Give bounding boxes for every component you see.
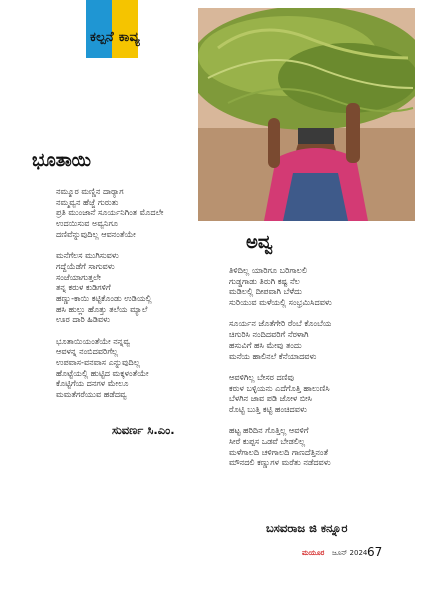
poem2-line: ಆವಳಿಗಿಲ್ಲ ಬೇಸರ ದಣಿವು — [229, 371, 295, 382]
poem2-line: ಮಡಿಲಲ್ಲಿ ದೀಪವಾಗಿ ಬೆಳೆದು — [229, 286, 302, 297]
poem1-line: ಮಮತೆಗರೆಯುವ ಹಡೆದವ್ವ — [56, 389, 127, 400]
poem2-line: ಗುಡ್ಡಗಾಡು ತಿರುಗಿ ಕಷ್ಟ ನೆಲ — [229, 275, 300, 286]
section-title: ಕಲ್ಪನೆ ಕಾವ್ಯ — [90, 30, 140, 45]
stanza-gap — [229, 308, 409, 319]
poem2-line: ಮಳೆಗಾಲದಿ ಚಳಿಗಾಲದಿ ಗಾಣದೆತ್ತಿನಂತೆ — [229, 446, 329, 457]
poem2-line: ಬೆಳಗಿನ ಜಾವ ಪಡಿ ಜೋಳ ಬೀಸಿ — [229, 393, 312, 404]
logo-blue-block — [86, 0, 112, 58]
poem1-body — [56, 186, 196, 400]
poem1-line: ತನ್ನ ಕರುಳ ಕುಡಿಗಳಿಗೆ — [56, 282, 111, 293]
poem1-line: ಹಣ್ಣು-ಕಾಯಿ ಕಟ್ಟಿಕೊಂಡು ಉಡಿಯಲ್ಲಿ — [56, 292, 152, 303]
stanza-gap — [229, 361, 409, 372]
poem2-line: ತಿಳಿದಿಲ್ಲ ಯಾರಿಗೂ ಬರಿಗಾಲಲಿ — [229, 265, 308, 275]
stanza-gap — [229, 415, 409, 426]
poem1-line: ಮನೆಗೆಲಸ ಮುಗಿಸುವಳು — [56, 250, 119, 261]
poem-photo — [198, 8, 415, 221]
poem2-line: ಹಸುವಿಗೆ ಹಸಿ ಮೇವು ತಂದು — [229, 339, 302, 350]
issue-date: ಜೂನ್ 2024 — [332, 549, 368, 557]
poem1-line: ನಮ್ಮೂರ ಮಣ್ಣಿನ ದಾರ್‍ಯಾಗ — [56, 186, 124, 196]
poem1-line: ಹಸಿ ಹುಲ್ಲು ಹೊತ್ತು ತಲೆಯ ಮ್ಯಾಲೆ — [56, 303, 148, 314]
poem1-line: ಕೊಟ್ಟಿಗೆಯ ದನಗಳ ಮೇಲೂ — [56, 378, 129, 389]
poem1-line: ಪ್ರತಿ ಮುಂಜಾನೆ ಸೂರ್ಯನಿಗಿಂತ ಮೊದಲೇ — [56, 207, 164, 218]
page-number: 67 — [367, 545, 383, 559]
logo-yellow-block — [112, 0, 138, 58]
section-logo — [86, 0, 138, 58]
poem1-line: ಸಂಜೆಯಾಗುತ್ತಲೇ — [56, 271, 102, 282]
magazine-brand: ಮಯೂರ — [302, 549, 325, 557]
poem1-line: ಉದಯಿಸುವ ಅವ್ವನಿಗೂ — [56, 218, 119, 229]
poem1-author: ಸುವರ್ಣ ಸಿ.ಎಂ. — [112, 423, 175, 437]
poem1-line: ಆವಳನ್ನ ನಂಬಿದವರಿಗೆಲ್ಲ — [56, 346, 118, 357]
poem1-line: ಊರ ದಾರಿ ಹಿಡಿವಳು — [56, 314, 111, 325]
poem2-author: ಬಸವರಾಜ ಜಿ ಕನ್ನೂರ — [266, 521, 348, 535]
poem1-line: ಹೊಟ್ಟೆಯಲ್ಲಿ ಹುಟ್ಟಿದ ಮಕ್ಕಳಂತೆಯೇ — [56, 367, 149, 378]
poem1-line: ಗದ್ದೆಯೆಡೆಗೆ ಸಾಗುವಳು — [56, 260, 115, 271]
poem2-body — [229, 265, 409, 468]
poem2-line: ಹಟ್ಟ ಹರಿದಿನ ಗೊತ್ತಿಲ್ಲ ಆವಳಿಗೆ — [229, 425, 309, 436]
poem1-line: ನಮ್ಮವ್ವನ ಹೆಜ್ಜೆ ಗುರುತು — [56, 196, 119, 207]
poem2-line: ಕರುಳ ಬಳ್ಳಿಯನು ಎದೆಗೊತ್ತಿ ಹಾಲುಣಿಸಿ — [229, 382, 330, 393]
poem2-line: ಸೂರ್ಯನ ಜೊತೆಗೇರಿ ರೆಂಬೆ ಕೊಂಬೆಯ — [229, 318, 332, 329]
poem1-line: ದಣಿವೆನ್ನುವುದಿಲ್ಲ ಆವನಂತೆಯೇ — [56, 228, 136, 239]
poem2-line: ರೊಟ್ಟಿ ಬುತ್ತಿ ಕಟ್ಟಿ ಹಂಚಿದವಳು — [229, 403, 307, 414]
poem2-title: ಅವ್ವ — [246, 232, 273, 253]
poem2-line: ಚಿಗುರಿಸಿ ನಂದಿದವರಿಗೆ ನೆರಳಾಗಿ — [229, 329, 309, 340]
poem2-line: ಮನೆಯ ಹಾಲಿನಲೆ ಕೆನೆಯಾದವಳು — [229, 350, 317, 361]
poem2-line: ಸುರಿಯುವ ಮಳೆಯಲ್ಲಿ ಸಂಭ್ರಮಿಸಿದವಳು — [229, 297, 332, 308]
poem1-line: ಉಪವಾಸ-ವನವಾಸ ಎನ್ನುವುದಿಲ್ಲ — [56, 357, 140, 367]
stanza-gap — [56, 239, 196, 250]
poem1-title: ಭೂತಾಯಿ — [32, 150, 92, 171]
poem1-line: ಭೂತಾಯಿಯಂತೆಯೇ ನನ್ನವ್ವ — [56, 335, 131, 346]
poem2-line: ಮೌನದಲಿ ಕಣ್ಣುಗಳ ಮರೆತು ನಡೆದವಳು — [229, 457, 331, 468]
stanza-gap — [56, 325, 196, 336]
poem2-line: ಸೀರೆ ಕುಪ್ಪಸ ಒಡವೆ ಬೇಡಲಿಲ್ಲ — [229, 436, 306, 446]
